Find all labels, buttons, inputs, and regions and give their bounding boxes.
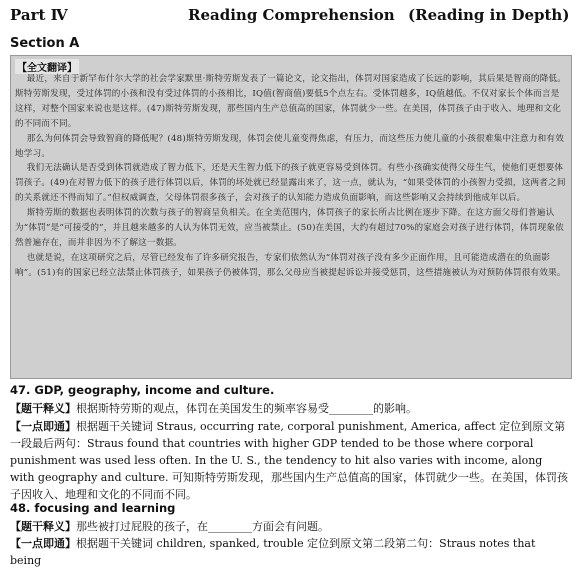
part-label: Part Ⅳ	[10, 6, 68, 24]
page-header	[10, 6, 570, 28]
question-47-stem	[10, 400, 570, 417]
question-48-point	[10, 535, 570, 569]
question-48-title: 48. focusing and learning	[10, 501, 176, 515]
stem-tag: 【题干释义】	[10, 402, 76, 415]
stem-tag: 【题干释义】	[10, 520, 76, 533]
point-tag: 【一点即通】	[10, 420, 76, 433]
stem-text: 那些被打过屁股的孩子，在________方面会有问题。	[76, 520, 329, 533]
section-title: Reading Comprehension	[188, 6, 395, 24]
translation-box	[10, 55, 572, 379]
point-text: 根据题干关键词 Straus, occurring rate, corporal punishment, America, affect 定位到原文第一段最后两句：Straus found that countries with higher GDP tended to be those where corporal punishment was used less often. In the U. S., the tendency to hit also varies with income, along with geography and culture. 可知斯特劳斯发现，那些国内生产总值高的国家，体罚就少一些。在美国，体罚孩子因收入、地理和文化的不同而不同。	[10, 420, 569, 501]
section-heading: Section A	[10, 36, 80, 51]
translation-label: 【全文翻译】	[15, 59, 79, 74]
question-47-point	[10, 418, 570, 503]
point-text: 根据题干关键词 children, spanked, trouble 定位到原文第二段第二句：Straus notes that being	[10, 537, 536, 567]
translation-text: 最近，来自于新罕布什尔大学的社会学家默里·斯特劳斯发表了一篇论文，论文指出，体罚对国家造成了长远的影响，其后果是智商的降低。斯特劳斯发现，受过体罚的小孩和没有受过体罚的小孩相比，IQ值(智商值)要低5个点左右。受体罚越多，IQ值越低。不仅对家长个体而言是这样，对整个国家来说也是这样。(47)斯特劳斯发现，那些国内生产总值高的国家，体罚就少一些。在美国，体罚孩子由于收入、地理和文化的不同而不同。 那么为何体罚会导致智商的降低呢？(48)斯特劳斯发现，体罚会使儿童变得焦虑，有压力，而这些压力使儿童的小孩很难集中注意力和有效地学习。 我们无法确认是否受到体罚就造成了智力低下，还是天生智力低下的孩子就更容易受到体罚。有些小孩确实使得父母生气，使他们更想要体罚孩子。(49)在对智力低下的孩子进行体罚以后，体罚的坏处就已经显露出来了，这一点，就认为，“如果受体罚的小孩智力受损，这两者之间的关系就还不得而知了。”但权威调查，父母体罚很多孩子，会对孩子的认知能力造成负面影响，而这些影响又会持续到他成年以后。 斯特劳斯的数据也表明体罚的次数与孩子的智商呈负相关。在全美范围内，体罚孩子的家长所占比例在逐步下降。在这方面父母们普遍认为“体罚”是“可接受的”，并且越来越多的人认为体罚无效，应当被禁止。(50)在美国，大约有超过70%的家庭会对孩子进行体罚，体罚现象依然普遍存在，而并非因为不了解这一数据。 也就是说，在这项研究之后，尽管已经发布了许多研究报告，专家们依然认为“体罚对孩子没有多少正面作用，且可能造成潜在的负面影响”。(51)有的国家已经立法禁止体罚孩子，如果孩子仍被体罚，那么父母应当被提起诉讼并接受惩罚，这些措施被认为对预防体罚很有效果。	[15, 74, 567, 278]
section-subtitle: (Reading in Depth)	[408, 6, 570, 24]
question-47-title: 47. GDP, geography, income and culture.	[10, 383, 275, 397]
question-48-stem	[10, 518, 570, 535]
stem-text: 根据斯特劳斯的观点，体罚在美国发生的频率容易受________的影响。	[76, 402, 417, 415]
point-tag: 【一点即通】	[10, 537, 76, 550]
